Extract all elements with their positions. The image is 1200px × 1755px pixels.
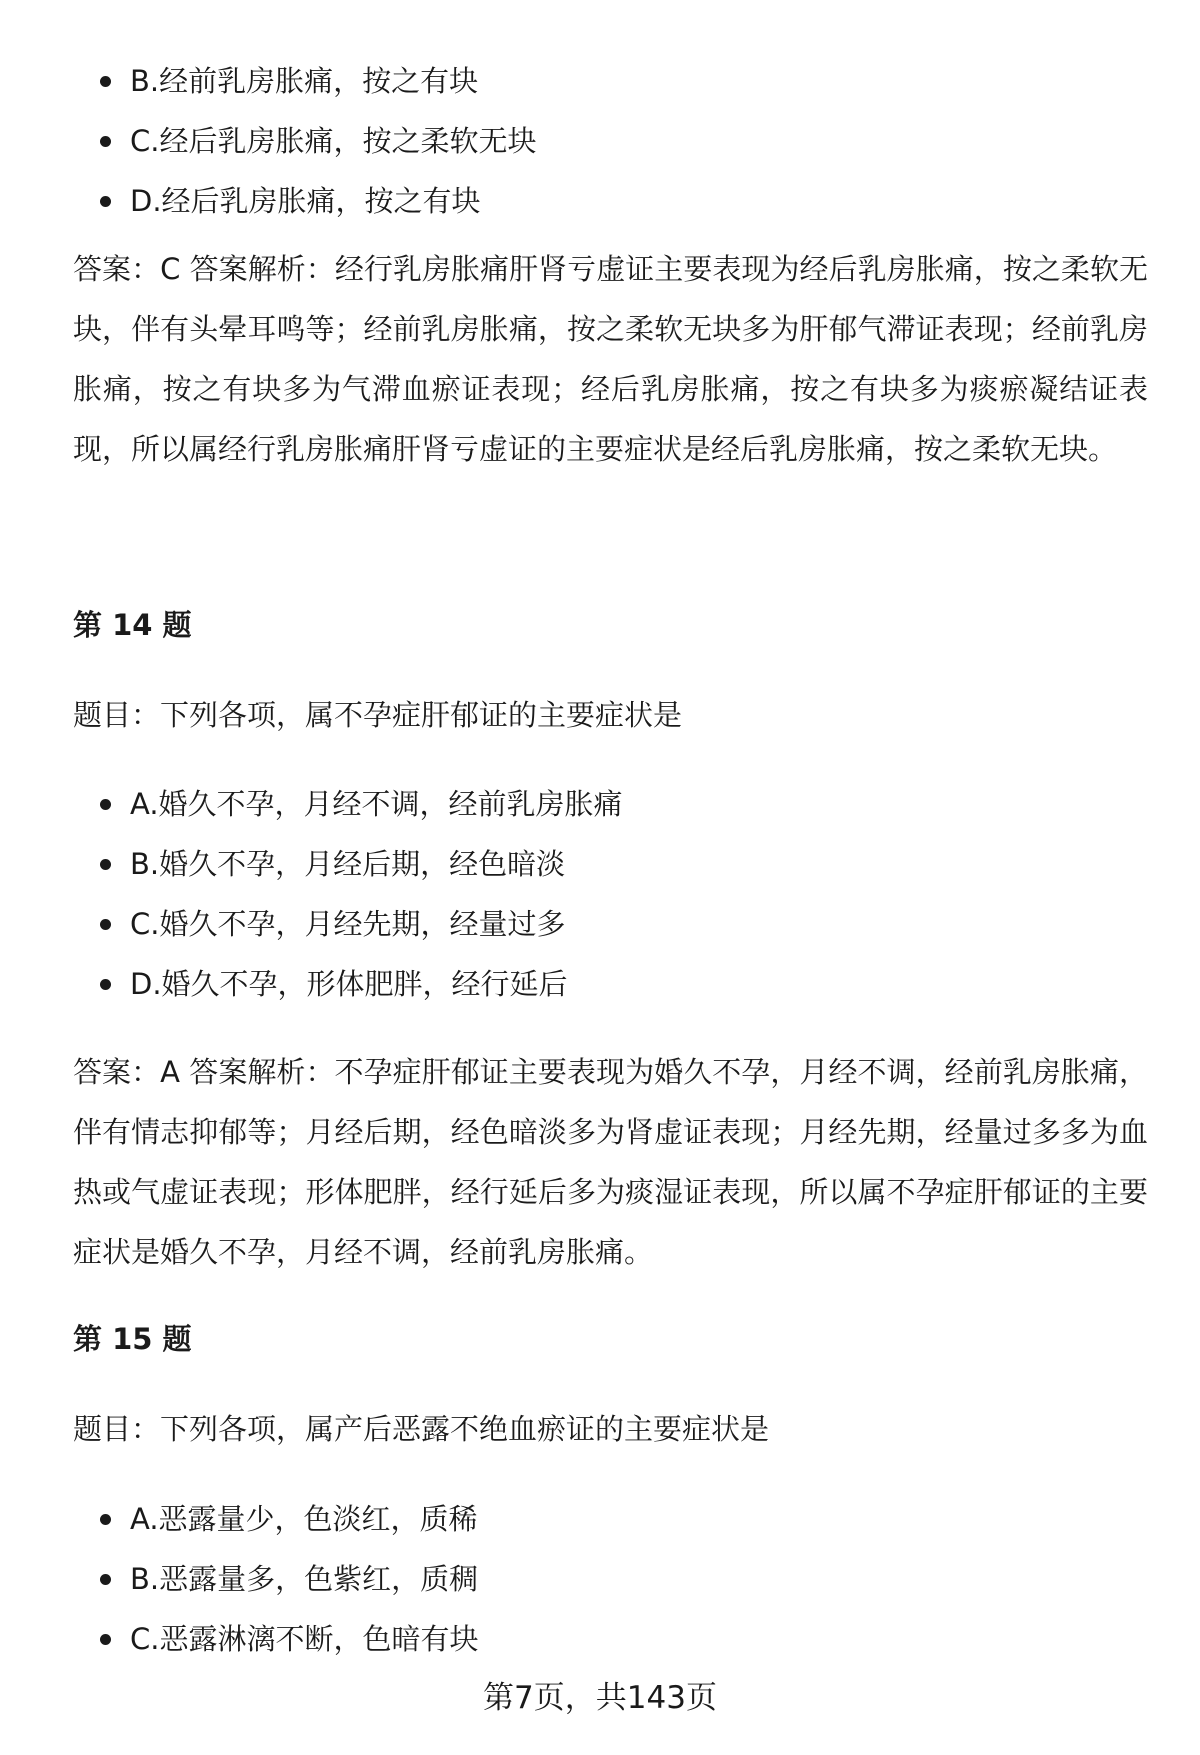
q15-options-list	[100, 1489, 1140, 1669]
q15-question: 题目：下列各项，属产后恶露不绝血瘀证的主要症状是	[73, 1412, 770, 1446]
q14-question: 题目：下列各项，属不孕症肝郁证的主要症状是	[73, 698, 683, 732]
q13-answer: 答案：C 答案解析：经行乳房胀痛肝肾亏虚证主要表现为经后乳房胀痛，按之柔软无块，伴有头晕耳鸣等；经前乳房胀痛，按之柔软无块多为肝郁气滞证表现；经前乳房胀痛，按之有块多为气滞血瘀证表现；经后乳房胀痛，按之有块多为痰瘀凝结证表现，所以属经行乳房胀痛肝肾亏虚证的主要症状是经后乳房胀痛，按之柔软无块。	[73, 252, 1148, 466]
q13-option-d: D.经后乳房胀痛，按之有块	[100, 171, 1140, 231]
q14-option-d: D.婚久不孕，形体肥胖，经行延后	[100, 954, 1140, 1014]
q14-option-b: B.婚久不孕，月经后期，经色暗淡	[100, 834, 1140, 894]
q15-option-c: C.恶露淋漓不断，色暗有块	[100, 1609, 1140, 1669]
q13-options-list	[100, 51, 1140, 231]
q15-heading: 第 15 题	[73, 1322, 192, 1356]
q13-option-b: B.经前乳房胀痛，按之有块	[100, 51, 1140, 111]
page-number-footer: 第7页，共143页	[483, 1680, 717, 1716]
q14-option-c: C.婚久不孕，月经先期，经量过多	[100, 894, 1140, 954]
q13-option-c: C.经后乳房胀痛，按之柔软无块	[100, 111, 1140, 171]
q14-heading: 第 14 题	[73, 608, 192, 642]
q14-option-a: A.婚久不孕，月经不调，经前乳房胀痛	[100, 774, 1140, 834]
q15-option-b: B.恶露量多，色紫红，质稠	[100, 1549, 1140, 1609]
q14-options-list	[100, 774, 1140, 1014]
q15-option-a: A.恶露量少，色淡红，质稀	[100, 1489, 1140, 1549]
q14-answer: 答案：A 答案解析：不孕症肝郁证主要表现为婚久不孕，月经不调，经前乳房胀痛，伴有情志抑郁等；月经后期，经色暗淡多为肾虚证表现；月经先期，经量过多多为血热或气虚证表现；形体肥胖，经行延后多为痰湿证表现，所以属不孕症肝郁证的主要症状是婚久不孕，月经不调，经前乳房胀痛。	[73, 1055, 1148, 1269]
